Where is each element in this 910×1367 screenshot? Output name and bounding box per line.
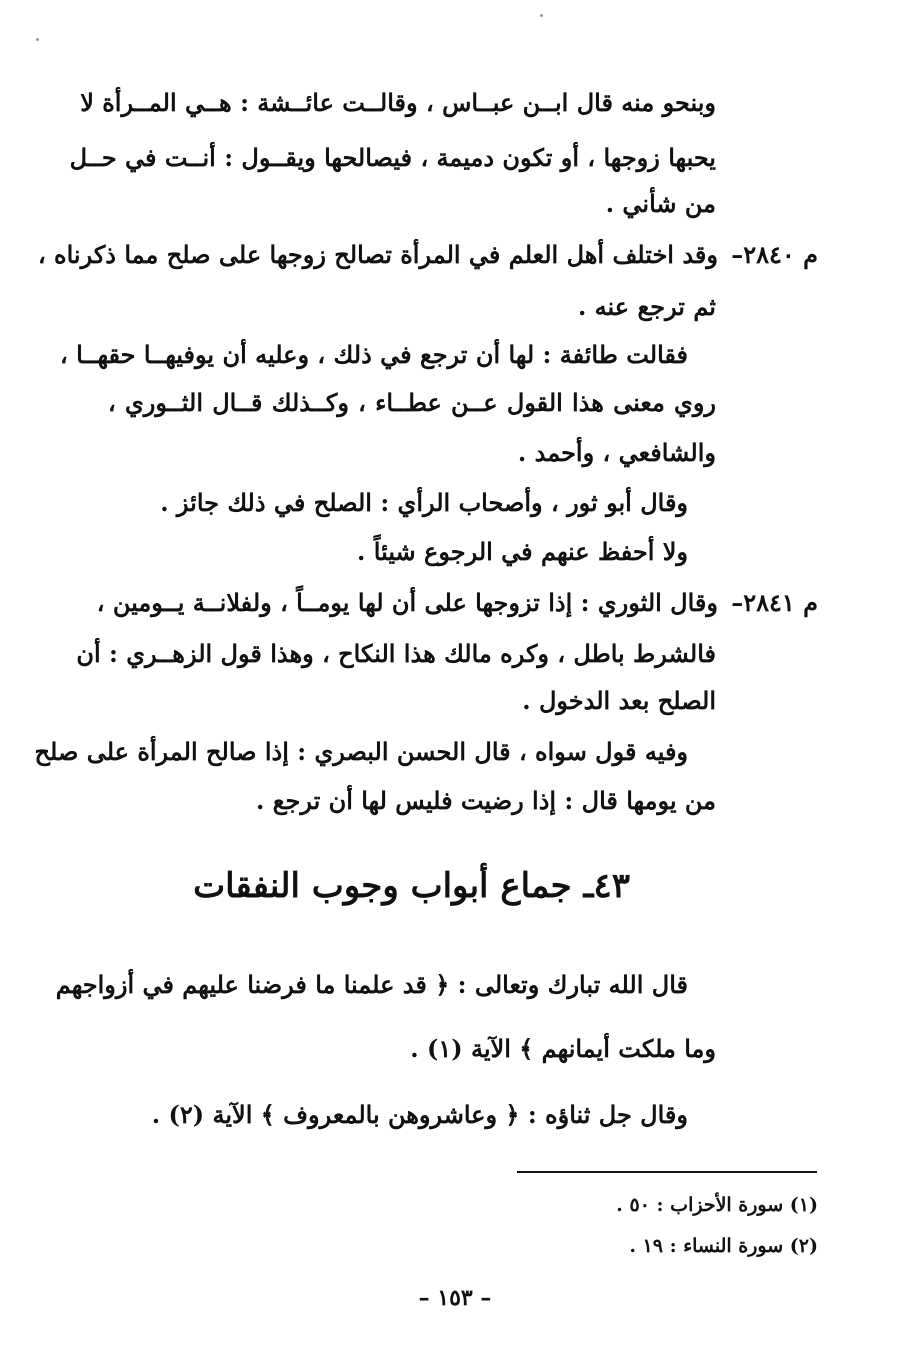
footnote: (٢) سورة النساء : ١٩ . <box>629 1235 818 1257</box>
quran-line: قال الله تبارك وتعالى : ﴿ قد علمنا ما فرضنا عليهم في أزواجهم <box>55 970 688 999</box>
body-line: من يومها قال : إذا رضيت فليس لها أن ترجع . <box>256 786 716 815</box>
entry-line: ثم ترجع عنه . <box>577 292 716 321</box>
entry-line: الصلح بعد الدخول . <box>522 686 716 715</box>
entry-line: وقال الثوري : إذا تزوجها على أن لها يومــاً ، ولفلانــة يــومين ، <box>96 588 718 617</box>
body-line: من شأني . <box>605 189 716 218</box>
body-line: وبنحو منه قال ابــن عبــاس ، وقالــت عائــشة : هــي المــرأة لا <box>80 88 716 117</box>
scan-speck <box>36 38 39 41</box>
footnote: (١) سورة الأحزاب : ٥٠ . <box>616 1194 818 1216</box>
body-line: فقالت طائفة : لها أن ترجع في ذلك ، وعليه أن يوفيهــا حقهــا ، <box>60 340 688 369</box>
scan-speck <box>540 14 543 17</box>
entry-line: وقد اختلف أهل العلم في المرأة تصالح زوجها على صلح مما ذكرناه ، <box>37 240 718 269</box>
body-line: يحبها زوجها ، أو تكون دميمة ، فيصالحها ويقــول : أنــت في حــل <box>69 143 716 172</box>
body-line: روي معنى هذا القول عــن عطــاء ، وكــذلك قــال الثــوري ، <box>108 388 716 417</box>
entry-line: فالشرط باطل ، وكره مالك هذا النكاح ، وهذا قول الزهــري : أن <box>76 639 716 668</box>
body-line: ولا أحفظ عنهم في الرجوع شيئاً . <box>357 537 688 566</box>
page-number: – ١٥٣ – <box>418 1285 492 1311</box>
footnote-rule <box>517 1171 817 1173</box>
section-heading: ٤٣ـ جماع أبواب وجوب النفقات <box>193 866 630 906</box>
entry-number-2841: م ٢٨٤١– <box>731 588 818 617</box>
entry-number-2840: م ٢٨٤٠– <box>731 240 818 269</box>
body-line: وقال أبو ثور ، وأصحاب الرأي : الصلح في ذلك جائز . <box>160 488 688 517</box>
body-line: والشافعي ، وأحمد . <box>517 438 716 467</box>
quran-line: وما ملكت أيمانهم ﴾ الآية (١) . <box>410 1034 716 1063</box>
body-line: وفيه قول سواه ، قال الحسن البصري : إذا صالح المرأة على صلح <box>34 737 688 766</box>
quran-line: وقال جل ثناؤه : ﴿ وعاشروهن بالمعروف ﴾ الآية (٢) . <box>151 1100 688 1129</box>
